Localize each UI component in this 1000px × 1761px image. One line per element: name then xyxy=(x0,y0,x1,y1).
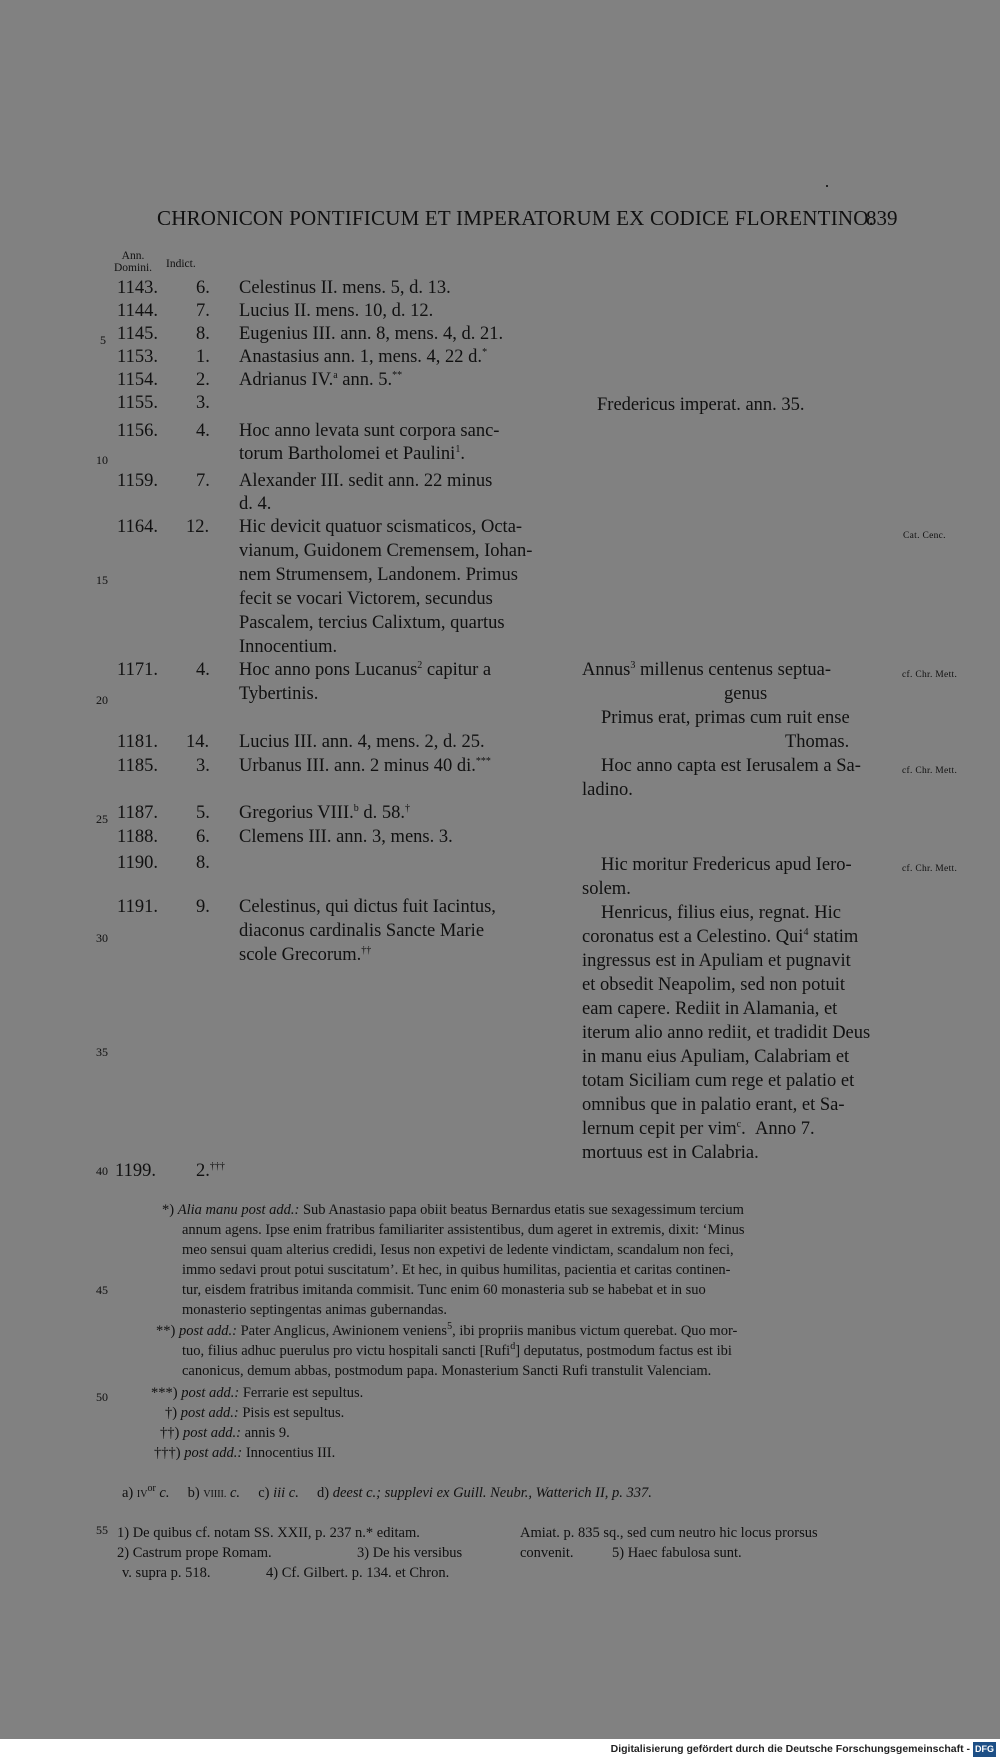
funding-footer xyxy=(0,1739,1000,1761)
right-line: ladino. xyxy=(582,780,633,800)
footnote-line: meo sensui quam alterius credidi, Iesus non expetivi de ledente vindictam, scandalum non feci, xyxy=(182,1242,734,1258)
right-line: Hic moritur Fredericus apud Iero- xyxy=(601,855,852,875)
indiction: 2.††† xyxy=(196,1160,225,1181)
entry-line: torum Bartholomei et Paulini$^1$. xyxy=(239,443,465,464)
note-line: 3) De his versibus xyxy=(357,1545,463,1561)
indiction: 9. xyxy=(196,897,210,917)
right-line: iterum alio anno rediit, et tradidit Deus xyxy=(582,1023,871,1043)
year: 1199. xyxy=(115,1161,156,1181)
footnote-line: annum agens. Ipse enim fratribus familiariter assistentibus, dum ageret in extremis, dixit: ‘Minus xyxy=(182,1222,745,1238)
entry-line: diaconus cardinalis Sancte Marie xyxy=(239,921,485,941)
footnote-line: canonicus, demum abbas, postmodum papa. Monasterium Sancti Rufi transtulit Valenciam. xyxy=(182,1363,712,1379)
running-header: CHRONICON PONTIFICUM ET IMPERATORUM EX CODICE FLORENTINO. xyxy=(157,206,875,230)
year: 1159. xyxy=(117,471,158,491)
side-note: cf. Chr. Mett. xyxy=(902,670,958,680)
note-line: v. supra p. 518. xyxy=(122,1565,211,1581)
footnote-4: †) post add.: Pisis est sepultus. xyxy=(165,1405,345,1421)
entry-line: d. 4. xyxy=(239,494,272,514)
footnote-line: monasterio septingentas animas gubernandas. xyxy=(182,1302,447,1318)
indiction: 12. xyxy=(186,517,210,537)
indiction: 8. xyxy=(196,853,210,873)
indiction: 4. xyxy=(196,660,210,680)
entry-line: Gregorius VIII.$^b$ d. 58.† xyxy=(239,802,410,823)
entry-line: Celestinus II. mens. 5, d. 13. xyxy=(239,278,451,298)
indiction: 7. xyxy=(196,471,210,491)
year: 1190. xyxy=(117,853,158,873)
entry-line: Tybertinis. xyxy=(239,684,319,704)
entry-line: Clemens III. ann. 3, mens. 3. xyxy=(239,827,453,847)
indiction: 3. xyxy=(196,756,210,776)
right-line: Henricus, filius eius, regnat. Hic xyxy=(601,903,841,923)
right-line: Thomas. xyxy=(785,732,850,752)
year: 1181. xyxy=(117,732,158,752)
entry-line: Urbanus III. ann. 2 minus 40 di.*** xyxy=(239,755,491,776)
year: 1154. xyxy=(117,370,158,390)
footnote-1: *) Alia manu post add.: Sub Anastasio papa obiit beatus Bernardus etatis sue sexagessimum tercium xyxy=(162,1202,744,1218)
column-header-year-line2: Domini. xyxy=(114,262,153,274)
note-line: 4) Cf. Gilbert. p. 134. et Chron. xyxy=(266,1565,450,1581)
side-note: Cat. Cenc. xyxy=(903,531,946,541)
line-number: 30 xyxy=(96,931,108,945)
footnote-3: ***) post add.: Ferrarie est sepultus. xyxy=(151,1385,364,1401)
year: 1164. xyxy=(117,517,158,537)
year: 1143. xyxy=(117,278,158,298)
indiction: 6. xyxy=(196,278,210,298)
column-header-year-line1: Ann. xyxy=(121,250,145,262)
line-number: 10 xyxy=(96,453,108,467)
entry-line: fecit se vocari Victorem, secundus xyxy=(239,589,493,609)
entry-line: Hoc anno pons Lucanus$^2$ capitur a xyxy=(239,659,492,680)
column-header-year xyxy=(114,250,152,274)
entry-line: Celestinus, qui dictus fuit Iacintus, xyxy=(239,897,496,917)
right-line: coronatus est a Celestino. Qui$^4$ statim xyxy=(582,926,859,947)
speck xyxy=(826,185,828,187)
entry-line: Pascalem, tercius Calixtum, quartus xyxy=(239,613,505,633)
right-line: et obsedit Neapolim, sed non potuit xyxy=(582,975,846,995)
right-line: mortuus est in Calabria. xyxy=(582,1143,759,1163)
dfg-logo: DFG xyxy=(973,1742,996,1757)
entry-line: Anastasius ann. 1, mens. 4, 22 d.* xyxy=(239,346,488,367)
indiction: 14. xyxy=(186,732,210,752)
line-number: 50 xyxy=(96,1390,108,1404)
funding-text: Digitalisierung gefördert durch die Deutsche Forschungsgemeinschaft - xyxy=(610,1743,970,1755)
year: 1187. xyxy=(117,803,158,823)
line-number: 55 xyxy=(96,1523,108,1537)
right-line: Fredericus imperat. ann. 35. xyxy=(597,395,805,415)
entry-line: vianum, Guidonem Cremensem, Iohan- xyxy=(239,541,533,561)
line-number: 35 xyxy=(96,1045,108,1059)
right-line: in manu eius Apuliam, Calabriam et xyxy=(582,1047,850,1067)
entry-line: Adrianus IV.$^a$ ann. 5.** xyxy=(239,369,403,390)
line-number: 5 xyxy=(100,333,106,347)
entry-line: nem Strumensem, Landonem. Primus xyxy=(239,565,519,585)
note-line: Amiat. p. 835 sq., sed cum neutro hic locus prorsus xyxy=(520,1525,818,1541)
entry-line: Lucius II. mens. 10, d. 12. xyxy=(239,301,434,321)
indiction: 7. xyxy=(196,301,210,321)
entry-line: Lucius III. ann. 4, mens. 2, d. 25. xyxy=(239,732,485,752)
right-line: genus xyxy=(724,684,768,704)
line-number: 15 xyxy=(96,573,108,587)
line-number: 45 xyxy=(96,1283,108,1297)
year: 1191. xyxy=(117,897,158,917)
footnote-6: †††) post add.: Innocentius III. xyxy=(154,1445,336,1461)
indiction: 8. xyxy=(196,324,210,344)
year: 1171. xyxy=(117,660,158,680)
variant-notes: a) $IV^{or}$ c. b) VIIII. c. c) iii c. d) deest c.; supplevi ex Guill. Neubr., Watterich II, p. 337. xyxy=(122,1483,652,1501)
right-line: solem. xyxy=(582,879,631,899)
footnote-2: **) post add.: Pater Anglicus, Awinionem veniens$^5$, ibi propriis manibus victum querebat. Quo mor- xyxy=(156,1321,738,1339)
note-line: convenit. xyxy=(520,1545,574,1561)
indiction: 2. xyxy=(196,370,210,390)
note-line: 5) Haec fabulosa sunt. xyxy=(612,1545,742,1561)
right-line: Hoc anno capta est Ierusalem a Sa- xyxy=(601,756,861,776)
side-note: cf. Chr. Mett. xyxy=(902,766,958,776)
right-line: eam capere. Rediit in Alamania, et xyxy=(582,999,838,1019)
right-line: ingressus est in Apuliam et pugnavit xyxy=(582,951,851,971)
note-line: 2) Castrum prope Romam. xyxy=(117,1545,272,1561)
indiction: 3. xyxy=(196,393,210,413)
entry-line: Hic devicit quatuor scismaticos, Octa- xyxy=(239,517,523,537)
right-line: omnibus que in palatio erant, et Sa- xyxy=(582,1095,845,1115)
indiction: 5. xyxy=(196,803,210,823)
entry-line: Alexander III. sedit ann. 22 minus xyxy=(239,471,493,491)
year: 1188. xyxy=(117,827,158,847)
line-number: 20 xyxy=(96,693,108,707)
footnote-line: tuo, filius adhuc puerulus pro victu hospitali sancti [Rufi$^d$] deputatus, postmodum factus est ibi xyxy=(182,1341,732,1359)
year: 1155. xyxy=(117,393,158,413)
entry-line: Innocentium. xyxy=(239,637,338,657)
footnote-5: ††) post add.: annis 9. xyxy=(160,1425,290,1441)
year: 1145. xyxy=(117,324,158,344)
footnote-line: tur, eisdem fratribus imitanda commisit. Tunc enim 60 monasteria sub se habebat et in suo xyxy=(182,1282,706,1298)
line-number: 25 xyxy=(96,812,108,826)
footnote-line: immo sedavi prout potui suscitatum’. Et hec, in quibus humilitas, pacientia et caritas continen- xyxy=(182,1262,731,1278)
entry-line: Hoc anno levata sunt corpora sanc- xyxy=(239,421,500,441)
column-header-indiction: Indict. xyxy=(166,258,196,270)
entry-line: scole Grecorum.†† xyxy=(239,944,372,965)
note-line: 1) De quibus cf. notam SS. XXII, p. 237 n.* editam. xyxy=(117,1525,420,1541)
year: 1144. xyxy=(117,301,158,321)
entry-line: Eugenius III. ann. 8, mens. 4, d. 21. xyxy=(239,324,504,344)
year: 1156. xyxy=(117,421,158,441)
right-line: Primus erat, primas cum ruit ense xyxy=(601,708,850,728)
right-line: Annus$^3$ millenus centenus septua- xyxy=(582,659,832,680)
right-line: totam Siciliam cum rege et palatio et xyxy=(582,1071,855,1091)
year: 1153. xyxy=(117,347,158,367)
indiction: 1. xyxy=(196,347,210,367)
page-number: 839 xyxy=(866,206,898,230)
indiction: 4. xyxy=(196,421,210,441)
line-number: 40 xyxy=(96,1164,108,1178)
indiction: 6. xyxy=(196,827,210,847)
right-line: lernum cepit per vim$^c$. Anno 7. xyxy=(582,1118,815,1139)
year: 1185. xyxy=(117,756,158,776)
side-note: cf. Chr. Mett. xyxy=(902,864,958,874)
